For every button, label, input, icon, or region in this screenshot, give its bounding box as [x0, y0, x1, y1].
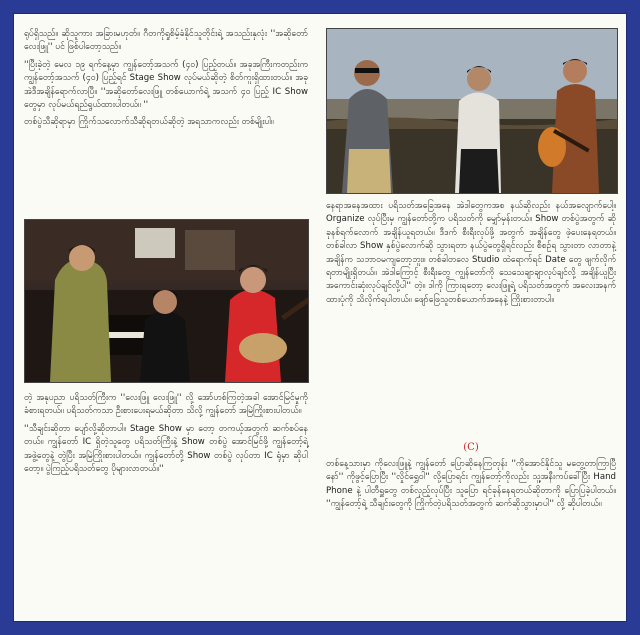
section-marker: (C): [463, 442, 479, 453]
paragraph: နေရာအနေအထား ပရိသတ်အခြေအနေ အဲဒါတွေကအစ နယ်ဆိုလည်း နယ်အလျောက်ပေါ့။ Organize လုပ်ပြီးမှ ကျွန်တော်တို့က ပရိသတ်ကို မျှော်မှန်းတယ်။ Show တစ်ပွဲအတွက် ဆို ခုနစ်ရက်လောက် အချိန်ယူရတယ်။ ဒီဒက် စီးရီးလုပ်ဖို့ အတွက် အချိန်တွေ ဖဲ့ပေးနေရတယ်။ တစ်ခါလာ Show နှစ်ပွဲလောက်ဆို သွားရတာ နယ်ပွဲတွေရှိရင်လည်း စီစဉ်ရ သွားတာ လာတာနဲ့ အချိန်က သဘာဝမကျတော့ဘူး။ တစ်ခါတလေ Studio ထဲရောက်ရင် Date တွေ ဖျက်လိုက်ရတာမျိုးရှိတယ်။ အဲဒါကြောင့် စီးရီးတွေ ကျွန်တော်ကို သေသေချာချာလုပ်ချင်လို့ အချိန်ယူပြီး အကောင်းဆုံးလုပ်ချင်လို့ပါ'' တဲ့။ ဒါကို ကြားရတော့ လေးဖြူရဲ့ ပရိသတ်အတွက် အလေးအနက်ထားပုံကို သိလိုက်ရပါတယ်။ ဖျော်ဖြေသူတစ်ယောက်အနေနဲ့ ကြိုးစားတာပါ။: [326, 201, 616, 305]
paragraph: တဲ့ အနုပညာ ပရိသတ်ကြီးက ''လေးဖြူ လေးဖြူ'' လို့ အော်ဟစ်ကြတဲ့အခါ အောင်မြင်မှုကို ခံစားရတယ်။ ပရိသတ်ကသာ ဦးစားပေးရမယ်ဆိုတာ သိလို့ ကျွန်တော် အမြဲကြိုးစားပါတယ်။: [24, 393, 308, 417]
paragraph: ရုပ်ရှိသည်။ ဆိုသူကား အခြားမဟုတ်။ ဂီတကိုရှုစိမ့်ခံနိုင်သူတိုင်းရဲ့ အသည်းနှလုံး ''အဆိုတော်လေးဖြူ'' ပင် ဖြစ်ပါတော့သည်။: [24, 29, 308, 53]
paragraph: ''သီချင်းဆိုတာ ပျော်လို့ဆိုတာပါ။ Stage Show မှာ တော့ တကယ့်အတွက် ဆက်စပ်နေတယ်။ ကျွန်တော် IC ရှိတဲ့သူတွေ ပရိသတ်ကြီးနဲ့ Show တစ်ပွဲ အောင်မြင်ဖို့ ကျွန်တော့်ရဲ့ အဖွဲ့တွေနဲ့ တွဲပြီး အမြဲကြိုးစားပါတယ်။ ကျွန်တော်တို့ Show တစ်ပွဲ လုပ်တာ IC ရုံမှာ ဆိုပါတော့။ ပွဲကြည့်ပရိသတ်တွေ ပိုများလာတယ်။'': [24, 423, 308, 475]
left-column-top-text: [24, 28, 308, 134]
left-column-bottom-text: [24, 392, 308, 480]
paragraph: ''ပြီးခဲ့တဲ့ မေလ ၁၉ ရက်နေ့မှာ ကျွန်တော့်အသက် (၄၀) ပြည့်တယ်။ အခုအကြီးကတည်းက ကျွန်တော့်အသက် (၄၀) ပြည့်ရင် Stage Show လုပ်မယ်ဆိုတဲ့ စိတ်ကူးရှိထားတယ်။ အခု အဲဒီအချိန်ရောက်လာပြီ။ ''အဆိုတော်လေးဖြူ တစ်ယောက်ရဲ့ အသက် ၄၀ ပြည့် IC Show တွေမှာ လုပ်မယ်ရည်ရွယ်ထားပါတယ်။ '': [24, 59, 308, 111]
band-outdoor-photo: [326, 28, 618, 194]
right-column-bottom-text: [326, 458, 616, 516]
studio-photo: [24, 219, 309, 383]
paragraph: တစ်ပွဲသီဆိုရာမှာ ကြိုက်သလောက်သီဆိုရတယ်ဆိုတဲ့ အရသာကလည်း တစ်မျိုးပါ။: [24, 117, 274, 128]
paragraph: တစ်နေ့သားမှာ ကိုလေးဖြူနဲ့ ကျွန်တော် ပြောဆိုနေကြတုန်း ''ကိုအောင်နိုင်သူ မတွေ့တာကြာပြီနော်'' ကိုဖွင့်ပြောပြီး ''လှိုင်ရွှေဝါ'' လို့ပြောရင်း ကျွန်တော့်ကိုလည်း သူ့အနီးကပ်ခေါ်ပြီး Hand Phone နဲ့ ပါတီရှူတွေ တစ်လှည့်လုပ်ပြီး သူပြော ရင်ခုန်နေရတယ်ဆိုတာကို ပြောပြခဲ့ပါတယ်။ ''ကျွန်တော့်ရဲ့ သီချင်းတွေကို ကြိုက်တဲ့ပရိသတ်အတွက် ဆက်ဆိုသွားမှာပါ'' လို့ ဆိုပါတယ်။: [326, 459, 616, 510]
magazine-page: [14, 14, 626, 621]
right-column-middle-text: [326, 200, 616, 311]
